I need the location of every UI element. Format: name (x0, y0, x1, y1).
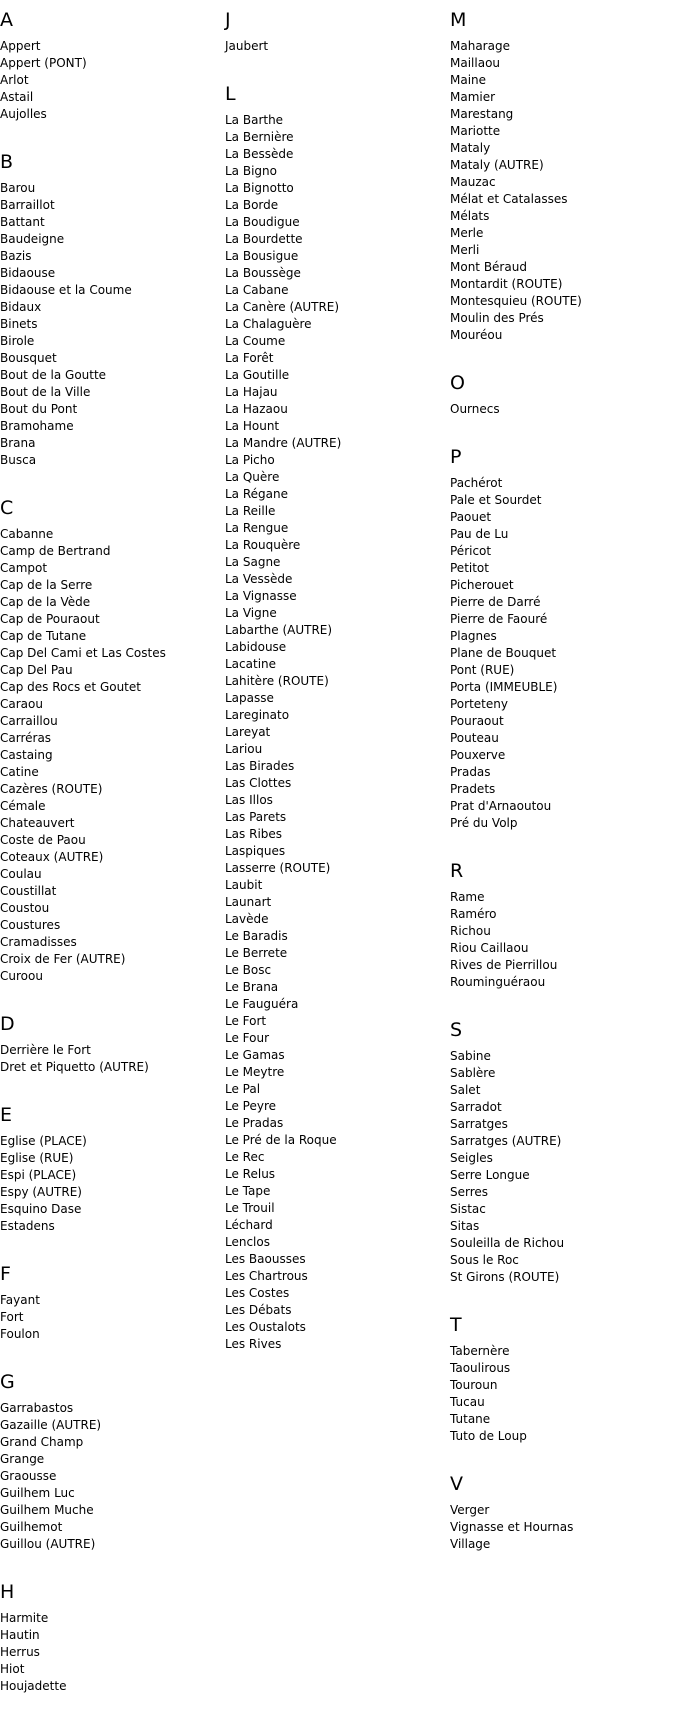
place-entry: Busca (0, 453, 37, 467)
letter-heading: C (0, 497, 14, 519)
place-entry: Espi (PLACE) (0, 1168, 77, 1182)
place-entry: Cazères (ROUTE) (0, 782, 103, 796)
letter-heading: S (450, 1019, 463, 1041)
place-list (0, 1400, 200, 1553)
place-entry: Les Oustalots (225, 1320, 306, 1334)
place-entry: Raméro (450, 907, 497, 921)
place-entry: Rouminguérаou (450, 975, 546, 989)
place-entry: Curoou (0, 969, 43, 983)
place-entry: Cap des Rocs et Goutet (0, 680, 141, 694)
place-entry: Lavède (225, 912, 269, 926)
place-entry: Sarratges (450, 1117, 508, 1131)
place-list (0, 180, 200, 469)
place-entry: Montesquieu (ROUTE) (450, 294, 582, 308)
place-entry: Mélats (450, 209, 490, 223)
place-entry: Cémale (0, 799, 46, 813)
place-entry: Pradets (450, 782, 496, 796)
place-entry: Grange (0, 1452, 45, 1466)
place-entry: Vignasse et Hournas (450, 1520, 574, 1534)
place-entry: Guillou (AUTRE) (0, 1537, 96, 1551)
place-entry: Léchard (225, 1218, 273, 1232)
letter-section (450, 371, 675, 418)
place-list (450, 1502, 675, 1553)
place-entry: Battant (0, 215, 45, 229)
place-entry: Serre Longue (450, 1168, 530, 1182)
place-entry: Las Parets (225, 810, 287, 824)
place-entry: Coste de Paou (0, 833, 86, 847)
place-entry: Sitas (450, 1219, 480, 1233)
place-entry: Pradas (450, 765, 491, 779)
letter-section (225, 8, 425, 55)
place-entry: La Reille (225, 504, 276, 518)
place-entry: Las Birades (225, 759, 295, 773)
place-list (0, 1133, 200, 1235)
place-entry: Les Débats (225, 1303, 292, 1317)
place-entry: Le Berrete (225, 946, 288, 960)
place-entry: Lariou (225, 742, 263, 756)
place-entry: La Rengue (225, 521, 289, 535)
place-entry: Chateauvert (0, 816, 75, 830)
place-entry: Bazis (0, 249, 32, 263)
place-entry: Prat d'Arnaoutou (450, 799, 552, 813)
place-entry: Ournecs (450, 402, 500, 416)
place-entry: Porta (IMMEUBLE) (450, 680, 558, 694)
letter-section (450, 445, 675, 832)
place-entry: Le Meytre (225, 1065, 285, 1079)
place-entry: Las Clottes (225, 776, 292, 790)
place-entry: Sarratges (AUTRE) (450, 1134, 562, 1148)
place-entry: La Régane (225, 487, 288, 501)
place-entry: Seigles (450, 1151, 493, 1165)
place-entry: Maillaou (450, 56, 501, 70)
place-entry: Sarradot (450, 1100, 502, 1114)
place-entry: Estadens (0, 1219, 55, 1233)
place-entry: Mataly (AUTRE) (450, 158, 544, 172)
place-entry: La Bousigue (225, 249, 299, 263)
place-list (0, 1292, 200, 1343)
place-entry: Les Costes (225, 1286, 290, 1300)
place-entry: Pouxerve (450, 748, 506, 762)
place-entry: Hiot (0, 1662, 25, 1676)
place-entry: La Barthe (225, 113, 284, 127)
place-entry: La Cabane (225, 283, 289, 297)
place-entry: Houjadette (0, 1679, 67, 1693)
place-entry: Picherouet (450, 578, 514, 592)
letter-heading: P (450, 446, 462, 468)
place-entry: Lenclos (225, 1235, 270, 1249)
letter-heading: J (225, 9, 231, 31)
place-entry: Le Baradis (225, 929, 288, 943)
place-entry: Laubit (225, 878, 263, 892)
place-entry: Brana (0, 436, 36, 450)
place-entry: Sablère (450, 1066, 496, 1080)
place-entry: Guilhem Muche (0, 1503, 94, 1517)
place-list (450, 38, 675, 344)
place-entry: Plane de Bouquet (450, 646, 557, 660)
place-entry: Lahitère (ROUTE) (225, 674, 329, 688)
place-entry: Lareyat (225, 725, 271, 739)
place-entry: Mataly (450, 141, 491, 155)
place-entry: Labidouse (225, 640, 287, 654)
place-entry: La Hount (225, 419, 280, 433)
place-entry: Bout du Pont (0, 402, 78, 416)
place-entry: Esquino Dase (0, 1202, 82, 1216)
place-list (0, 1042, 200, 1076)
place-entry: Catine (0, 765, 39, 779)
place-list (0, 1610, 200, 1695)
index-column-1 (0, 8, 200, 1722)
place-entry: Merli (450, 243, 480, 257)
place-entry: Tutane (450, 1412, 491, 1426)
place-entry: Bousquet (0, 351, 57, 365)
place-entry: Le Rec (225, 1150, 265, 1164)
place-entry: Mauzac (450, 175, 496, 189)
place-entry: La Vigne (225, 606, 277, 620)
place-entry: Verger (450, 1503, 490, 1517)
place-entry: La Coume (225, 334, 286, 348)
place-entry: Marestang (450, 107, 514, 121)
place-entry: Tabernère (450, 1344, 510, 1358)
place-list (450, 889, 675, 991)
letter-section (450, 8, 675, 344)
place-entry: Sous le Roc (450, 1253, 519, 1267)
place-entry: Campot (0, 561, 48, 575)
place-entry: Appert (0, 39, 41, 53)
place-entry: Lapasse (225, 691, 274, 705)
place-entry: Cap de la Vède (0, 595, 91, 609)
place-entry: Eglise (RUE) (0, 1151, 74, 1165)
place-entry: Lacatine (225, 657, 277, 671)
place-entry: La Bernière (225, 130, 294, 144)
letter-section (0, 8, 200, 123)
place-entry: Le Bosc (225, 963, 272, 977)
place-entry: Bidaux (0, 300, 42, 314)
letter-heading: M (450, 9, 467, 31)
place-entry: Herrus (0, 1645, 40, 1659)
place-entry: Paouet (450, 510, 492, 524)
place-entry: Maharage (450, 39, 510, 53)
place-entry: Taoulirous (450, 1361, 511, 1375)
place-entry: Souleilla de Richou (450, 1236, 565, 1250)
place-entry: Cap Del Cami et Las Costes (0, 646, 166, 660)
place-entry: Rives de Pierrillou (450, 958, 558, 972)
place-entry: Le Pal (225, 1082, 261, 1096)
place-entry: Carraillou (0, 714, 58, 728)
place-entry: La Bigno (225, 164, 277, 178)
place-entry: Pouteau (450, 731, 499, 745)
place-entry: Mont Béraud (450, 260, 527, 274)
place-entry: Pierre de Faouré (450, 612, 548, 626)
letter-section (0, 150, 200, 469)
place-entry: Lasserre (ROUTE) (225, 861, 331, 875)
letter-section (450, 1313, 675, 1445)
place-entry: Cap de la Serre (0, 578, 93, 592)
place-entry: Birole (0, 334, 35, 348)
place-entry: Cramadisses (0, 935, 77, 949)
place-entry: La Boudigue (225, 215, 300, 229)
place-entry: Guilhem Luc (0, 1486, 75, 1500)
place-entry: Rame (450, 890, 485, 904)
letter-heading: O (450, 372, 465, 394)
place-list (225, 112, 425, 1353)
index-column-2 (225, 8, 425, 1380)
place-entry: La Forêt (225, 351, 274, 365)
place-entry: Pachérot (450, 476, 503, 490)
place-entry: Harmite (0, 1611, 49, 1625)
place-entry: Fort (0, 1310, 24, 1324)
place-entry: Graousse (0, 1469, 57, 1483)
place-entry: Sabine (450, 1049, 491, 1063)
place-entry: Merle (450, 226, 484, 240)
place-entry: Coustures (0, 918, 61, 932)
place-entry: Astail (0, 90, 34, 104)
place-entry: La Bourdette (225, 232, 303, 246)
place-entry: Hautin (0, 1628, 40, 1642)
place-entry: Les Baousses (225, 1252, 306, 1266)
place-entry: La Sagne (225, 555, 281, 569)
place-entry: Serres (450, 1185, 489, 1199)
place-entry: La Hajau (225, 385, 278, 399)
place-entry: Le Trouil (225, 1201, 275, 1215)
place-entry: Tucau (450, 1395, 485, 1409)
place-entry: La Vignasse (225, 589, 297, 603)
place-entry: Le Brana (225, 980, 279, 994)
place-entry: Le Gamas (225, 1048, 285, 1062)
index-column-3 (450, 8, 675, 1580)
place-entry: Pale et Sourdet (450, 493, 542, 507)
place-entry: Foulon (0, 1327, 40, 1341)
place-entry: Bidaouse (0, 266, 56, 280)
place-entry: Bramohame (0, 419, 74, 433)
place-entry: Las Illos (225, 793, 273, 807)
place-entry: Coteaux (AUTRE) (0, 850, 104, 864)
place-entry: Carréras (0, 731, 52, 745)
place-entry: Mouréou (450, 328, 503, 342)
letter-heading: F (0, 1263, 11, 1285)
place-entry: Péricot (450, 544, 492, 558)
place-entry: Caraou (0, 697, 43, 711)
place-entry: Riou Caillaou (450, 941, 529, 955)
place-entry: La Quère (225, 470, 280, 484)
place-entry: Le Pré de la Roque (225, 1133, 337, 1147)
place-entry: Coustou (0, 901, 50, 915)
letter-heading: B (0, 151, 14, 173)
place-entry: Eglise (PLACE) (0, 1134, 87, 1148)
place-list (450, 475, 675, 832)
place-entry: Montardit (ROUTE) (450, 277, 563, 291)
place-entry: Cap de Pouraout (0, 612, 100, 626)
place-entry: Cap de Tutane (0, 629, 87, 643)
place-entry: Mamier (450, 90, 496, 104)
letter-heading: L (225, 83, 236, 105)
place-entry: La Rouquère (225, 538, 301, 552)
place-entry: Binets (0, 317, 38, 331)
place-entry: Espy (AUTRE) (0, 1185, 82, 1199)
letter-heading: E (0, 1104, 13, 1126)
place-entry: Launart (225, 895, 272, 909)
place-entry: Le Relus (225, 1167, 276, 1181)
place-entry: Moulin des Prés (450, 311, 544, 325)
letter-section (225, 82, 425, 1353)
place-entry: La Chalaguère (225, 317, 312, 331)
place-list (450, 1048, 675, 1286)
place-entry: Salet (450, 1083, 481, 1097)
letter-heading: H (0, 1581, 15, 1603)
place-entry: Le Pradas (225, 1116, 284, 1130)
place-entry: Castaing (0, 748, 53, 762)
place-entry: Bout de la Goutte (0, 368, 107, 382)
place-entry: Grand Champ (0, 1435, 84, 1449)
letter-section (450, 1018, 675, 1286)
letter-section (0, 496, 200, 985)
place-list (450, 1343, 675, 1445)
place-entry: Baudeigne (0, 232, 65, 246)
place-entry: Porteteny (450, 697, 508, 711)
place-entry: Bout de la Ville (0, 385, 91, 399)
place-entry: Petitot (450, 561, 489, 575)
place-entry: Tuto de Loup (450, 1429, 527, 1443)
place-entry: Pré du Volp (450, 816, 518, 830)
place-entry: Croix de Fer (AUTRE) (0, 952, 126, 966)
place-entry: La Mandre (AUTRE) (225, 436, 342, 450)
place-list (0, 38, 200, 123)
place-entry: La Hazaou (225, 402, 288, 416)
letter-heading: R (450, 860, 464, 882)
place-entry: St Girons (ROUTE) (450, 1270, 560, 1284)
place-entry: Coulau (0, 867, 42, 881)
letter-section (0, 1103, 200, 1235)
place-entry: Coustillat (0, 884, 57, 898)
place-entry: La Boussège (225, 266, 301, 280)
place-entry: Cap Del Pau (0, 663, 73, 677)
place-entry: Le Peyre (225, 1099, 277, 1113)
letter-heading: A (0, 9, 13, 31)
place-entry: Fayant (0, 1293, 40, 1307)
place-entry: La Goutille (225, 368, 290, 382)
place-entry: Barou (0, 181, 36, 195)
place-entry: Touroun (450, 1378, 498, 1392)
place-entry: La Canère (AUTRE) (225, 300, 340, 314)
letter-section (0, 1370, 200, 1553)
place-entry: Le Four (225, 1031, 270, 1045)
letter-heading: D (0, 1013, 15, 1035)
place-entry: Le Fauguéra (225, 997, 299, 1011)
place-entry: Guilhemot (0, 1520, 63, 1534)
place-entry: Arlot (0, 73, 29, 87)
place-entry: Appert (PONT) (0, 56, 87, 70)
place-list (450, 401, 675, 418)
place-entry: Dret et Piquetto (AUTRE) (0, 1060, 149, 1074)
place-entry: Derrière le Fort (0, 1043, 91, 1057)
place-entry: Lareginato (225, 708, 290, 722)
letter-section (0, 1012, 200, 1076)
place-entry: Gazaille (AUTRE) (0, 1418, 102, 1432)
place-entry: Le Tape (225, 1184, 271, 1198)
letter-section (0, 1262, 200, 1343)
place-entry: Pont (RUE) (450, 663, 515, 677)
place-entry: Cabanne (0, 527, 54, 541)
place-entry: Village (450, 1537, 491, 1551)
letter-heading: V (450, 1473, 463, 1495)
place-entry: La Vessède (225, 572, 293, 586)
letter-section (450, 1472, 675, 1553)
place-entry: Mélat et Catalasses (450, 192, 568, 206)
place-entry: Pau de Lu (450, 527, 509, 541)
place-entry: Mariotte (450, 124, 501, 138)
place-entry: Las Ribes (225, 827, 283, 841)
letter-heading: T (450, 1314, 462, 1336)
place-list (0, 526, 200, 985)
place-entry: Le Fort (225, 1014, 267, 1028)
letter-section (0, 1580, 200, 1695)
place-entry: Garrabastos (0, 1401, 74, 1415)
place-entry: La Bignotto (225, 181, 294, 195)
place-entry: Labarthe (AUTRE) (225, 623, 333, 637)
letter-heading: G (0, 1371, 15, 1393)
place-entry: Barraillot (0, 198, 55, 212)
place-entry: Maine (450, 73, 487, 87)
place-entry: La Picho (225, 453, 275, 467)
place-entry: Aujolles (0, 107, 47, 121)
place-entry: Jaubert (225, 39, 269, 53)
place-entry: Richou (450, 924, 491, 938)
place-entry: Pouraout (450, 714, 504, 728)
place-entry: La Borde (225, 198, 279, 212)
place-entry: Les Rives (225, 1337, 282, 1351)
place-entry: Plagnes (450, 629, 497, 643)
place-entry: Camp de Bertrand (0, 544, 111, 558)
place-entry: Sistac (450, 1202, 486, 1216)
place-list (225, 38, 425, 55)
place-entry: Pierre de Darré (450, 595, 541, 609)
place-entry: Les Chartrous (225, 1269, 308, 1283)
place-entry: Bidaouse et la Coume (0, 283, 132, 297)
place-entry: La Bessède (225, 147, 294, 161)
place-entry: Laspiques (225, 844, 286, 858)
letter-section (450, 859, 675, 991)
